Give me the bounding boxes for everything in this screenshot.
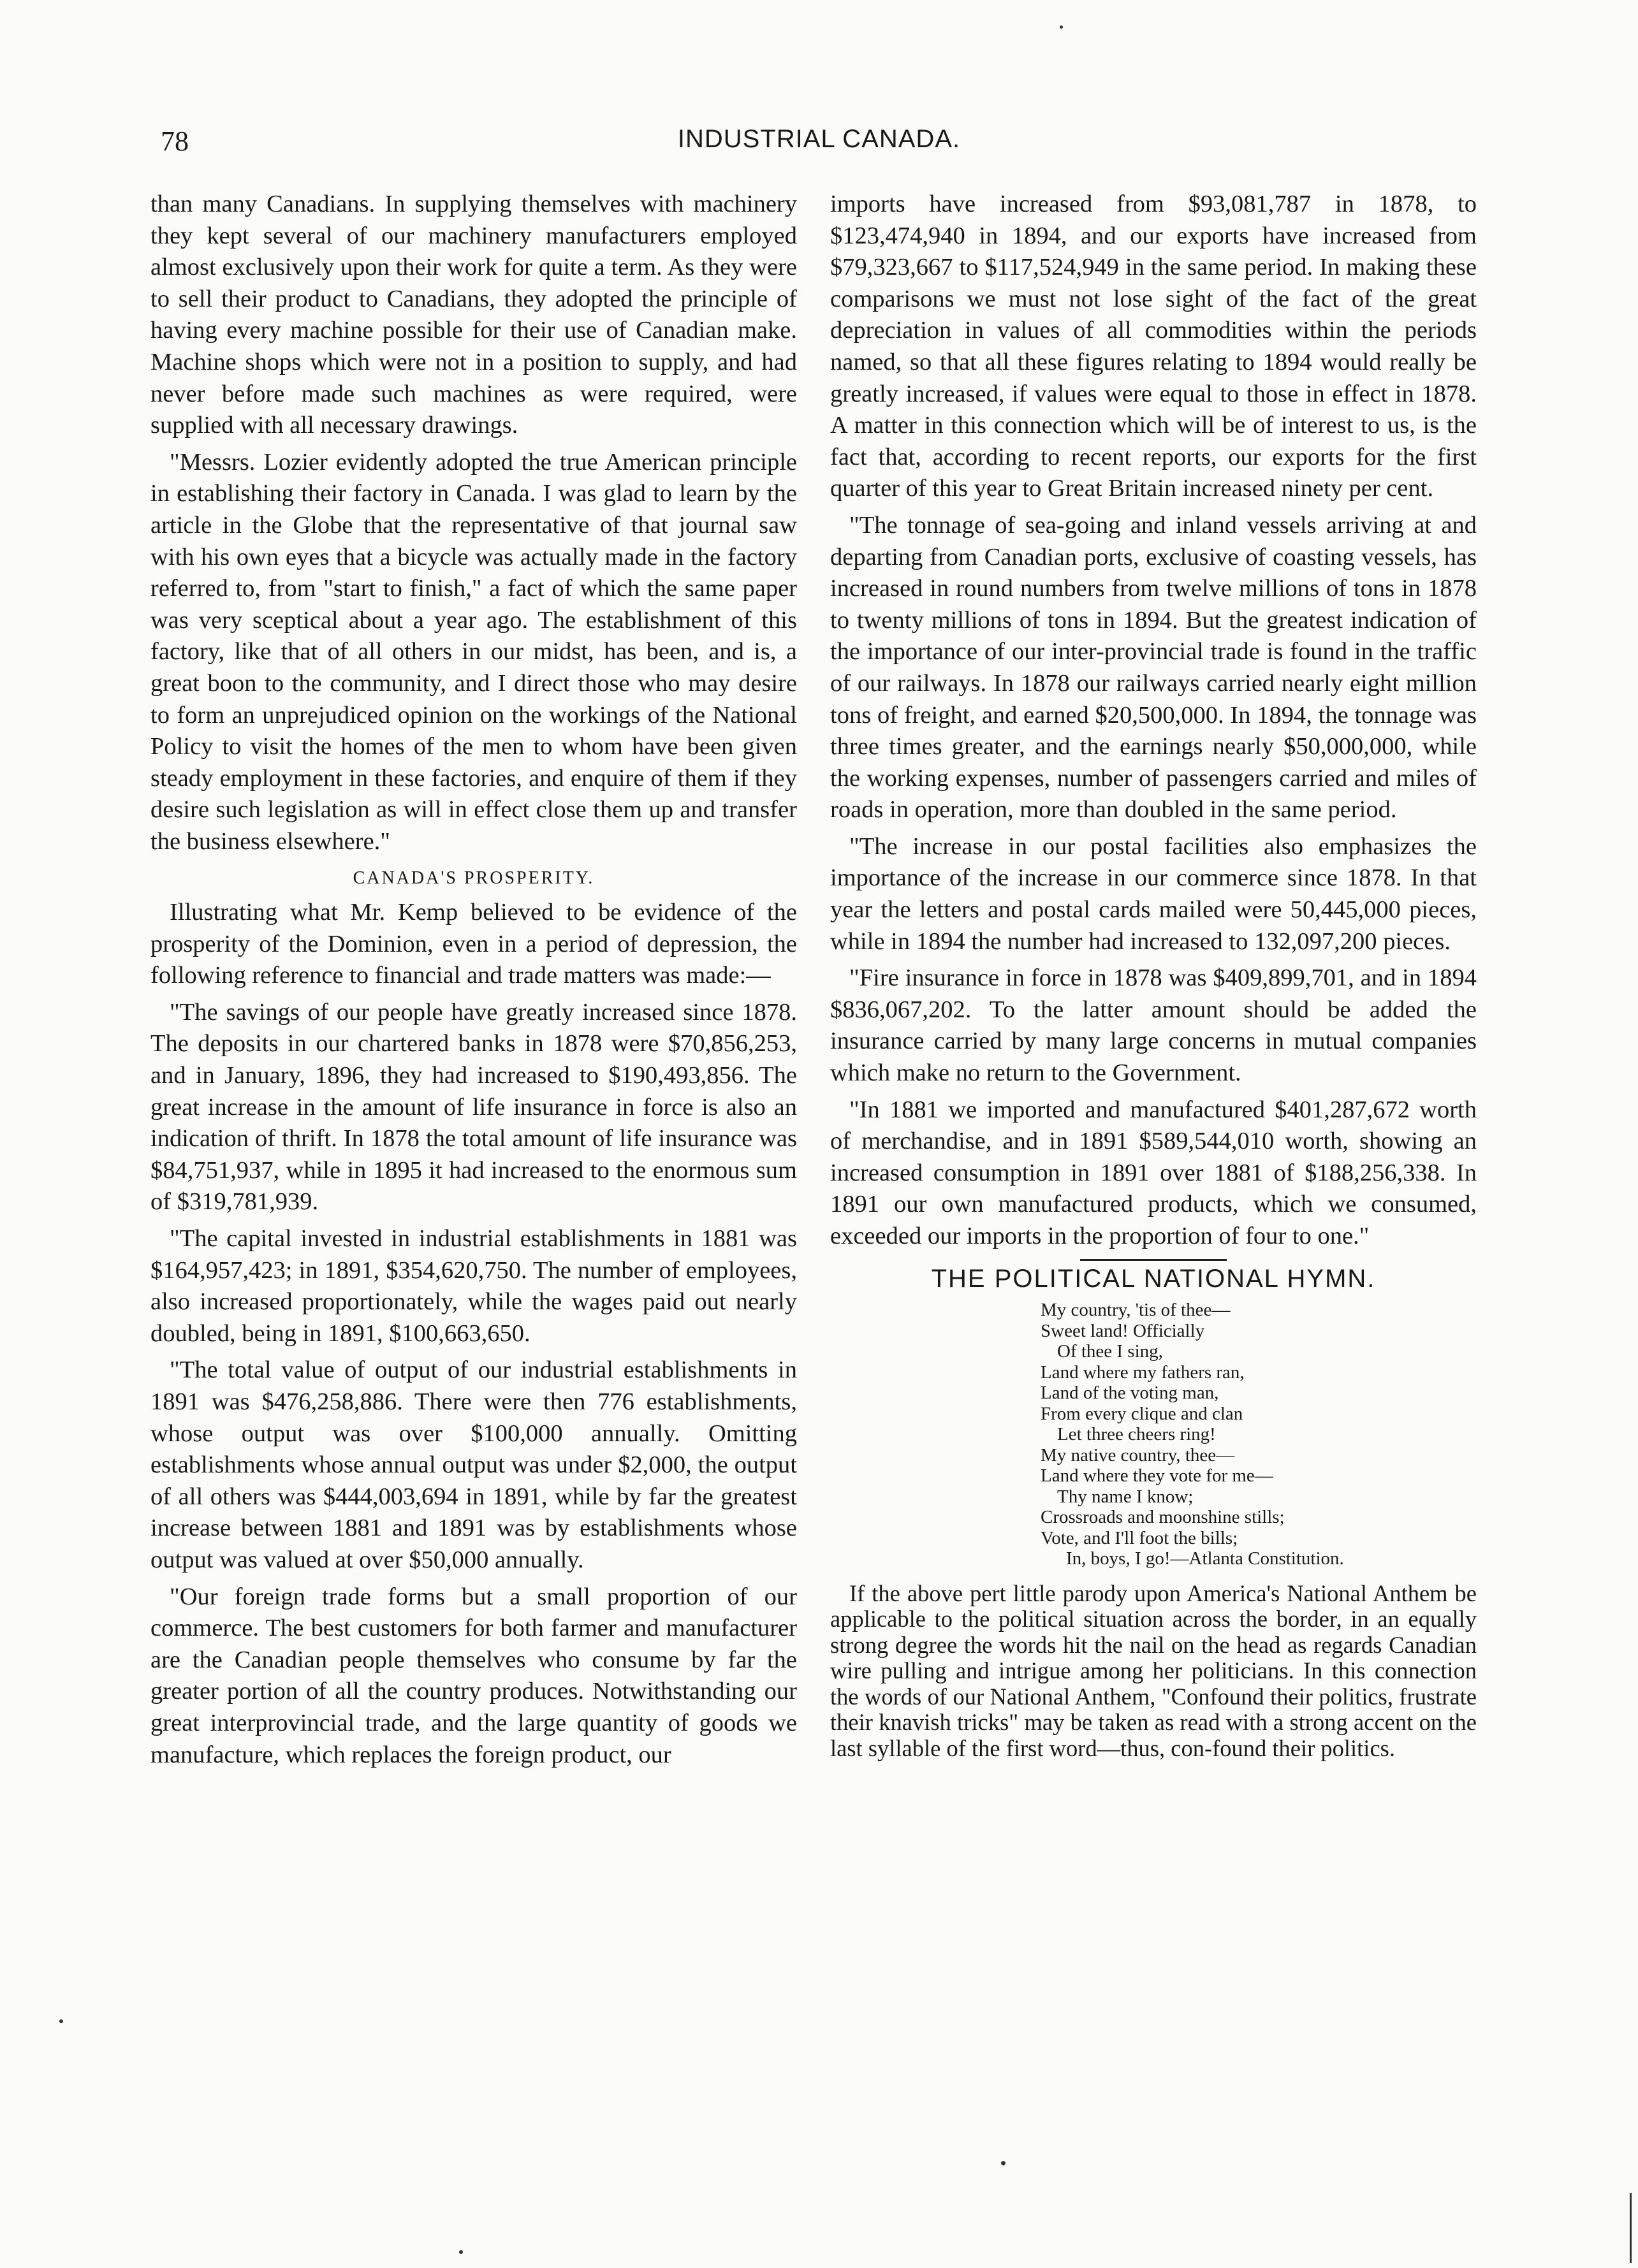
- poem-title: THE POLITICAL NATIONAL HYMN.: [931, 1264, 1376, 1293]
- poem-line: In, boys, I go!—Atlanta Constitution.: [1066, 1548, 1344, 1569]
- right-column: [830, 189, 1477, 1766]
- poem-line: My country, 'tis of thee—: [1041, 1300, 1231, 1321]
- right-paragraph-5: "In 1881 we imported and manufactured $401,287,672 worth of merchandise, and in 1891 $589,544,010 worth, showing an increased consumption in 1891 over 1881 of $188,256,338. In 1891 our own manufactured products, which we consumed, exceeded our imports in the proportion of four to one.": [830, 1096, 1477, 1249]
- left-column: [150, 189, 797, 1776]
- scan-speck: [1060, 25, 1063, 29]
- left-paragraph-1: than many Canadians. In supplying themselves with machinery they kept several of our machinery manufacturers employed almost exclusively upon their work for quite a term. As they were to sell their product to Canadians, they adopted the principle of having every machine possible for their use of Canadian make. Machine shops which were not in a position to supply, and had never before made such machines as were required, were supplied with all necessary drawings.: [150, 191, 797, 439]
- right-paragraph-1: imports have increased from $93,081,787 in 1878, to $123,474,940 in 1894, and our exports have increased from $79,323,667 to $117,524,949 in the same period. In making these comparisons we must not lose sight of the fact of the great depreciation in values of all commodities within the periods named, so that all these figures relating to 1894 would really be greatly increased, if values were equal to those in effect in 1878. A matter in this connection which will be of interest to us, is the fact that, according to recent reports, our exports for the first quarter of this year to Great Britain increased ninety per cent.: [830, 191, 1477, 502]
- left-paragraph-7: "Our foreign trade forms but a small proportion of our commerce. The best customers for both farmer and manufacturer are the Canadian people themselves who consume by far the greater portion of all the country produces. Notwithstanding our great interprovincial trade, and the large quantity of goods we manufacture, which replaces the foreign product, our: [150, 1583, 797, 1768]
- right-paragraph-2: "The tonnage of sea-going and inland vessels arriving at and departing from Canadian ports, exclusive of coasting vessels, has increased in round numbers from twelve millions of tons in 1878 to twenty millions of tons in 1894. But the greatest indication of the importance of our inter-provincial trade is found in the traffic of our railways. In 1878 our railways carried nearly eight million tons of freight, and earned $20,500,000. In 1894, the tonnage was three times greater, and the earnings nearly $50,000,000, while the working expenses, number of passengers carried and miles of roads in operation, more than doubled in the same period.: [830, 511, 1477, 824]
- poem-line: Sweet land! Officially: [1041, 1320, 1205, 1341]
- poem-line: Of thee I sing,: [1057, 1341, 1163, 1362]
- left-paragraph-6: "The total value of output of our industrial establishments in 1891 was $476,258,886. There were then 776 establishments, whose output was over $100,000 annually. Omitting establishments whose annual output was under $2,000, the output of all others was $444,003,694 in 1891, while by far the greatest increase between 1881 and 1891 was by establishments whose output was valued at over $50,000 annually.: [150, 1356, 797, 1573]
- poem-line: Thy name I know;: [1057, 1486, 1194, 1507]
- right-paragraph-4: "Fire insurance in force in 1878 was $409,899,701, and in 1894 $836,067,202. To the latter amount should be added the insurance carried by many large concerns in mutual companies which make no return to the Government.: [830, 964, 1477, 1087]
- left-paragraph-3: Illustrating what Mr. Kemp believed to be evidence of the prosperity of the Dominion, even in a period of depression, the following reference to financial and trade matters was made:—: [150, 899, 797, 989]
- right-paragraph-3: "The increase in our postal facilities also emphasizes the importance of the increase in our commerce since 1878. In that year the letters and postal cards mailed were 50,445,000 pieces, while in 1894 the number had increased to 132,097,200 pieces.: [830, 832, 1477, 955]
- scan-speck: [459, 2250, 463, 2254]
- scan-edge-line: [1630, 2193, 1632, 2263]
- left-paragraph-5: "The capital invested in industrial establishments in 1881 was $164,957,423; in 1891, $354,620,750. The number of employees, also increased proportionately, while the wages paid out nearly doubled, being in 1891, $100,663,650.: [150, 1225, 797, 1347]
- poem-line: Crossroads and moonshine stills;: [1041, 1507, 1285, 1528]
- poem-line: Let three cheers ring!: [1057, 1424, 1216, 1445]
- poem-line: Land of the voting man,: [1041, 1383, 1219, 1404]
- running-head: INDUSTRIAL CANADA.: [677, 125, 961, 153]
- poem-line: My native country, thee—: [1041, 1444, 1235, 1465]
- right-paragraph-6: If the above pert little parody upon America's National Anthem be applicable to the political situation across the border, in an equally strong degree the words hit the nail on the head as regards Canadian wire pulling and intrigue among her politicians. In this connection the words of our National Anthem, "Confound their politics, frustrate their knavish tricks" may be taken as read with a strong accent on the last syllable of the first word—thus, con-found their politics.: [830, 1580, 1477, 1761]
- page-number: 78: [161, 126, 189, 157]
- poem-line: Land where my fathers ran,: [1041, 1362, 1245, 1383]
- left-paragraph-2: "Messrs. Lozier evidently adopted the true American principle in establishing their factory in Canada. I was glad to learn by the article in the Globe that the representative of that journal saw with his own eyes that a bicycle was actually made in the factory referred to, from "start to finish," a fact of which the same paper was very sceptical about a year ago. The establishment of this factory, like that of all others in our midst, has been, and is, a great boon to the community, and I direct those who may desire to form an unprejudiced opinion on the workings of the National Policy to visit the homes of the men to whom have been given steady employment in these factories, and enquire of them if they desire such legislation as will in effect close them up and transfer the business elsewhere.": [150, 448, 797, 855]
- poem-line: Vote, and I'll foot the bills;: [1041, 1527, 1238, 1548]
- section-heading: CANADA'S PROSPERITY.: [353, 868, 595, 889]
- scan-speck: [59, 2019, 63, 2023]
- poem-line: From every clique and clan: [1041, 1403, 1243, 1424]
- poem-line: Land where they vote for me—: [1041, 1465, 1273, 1487]
- scan-speck: [1001, 2161, 1005, 2165]
- left-paragraph-4: "The savings of our people have greatly increased since 1878. The deposits in our chartered banks in 1878 were $70,856,253, and in January, 1896, they had increased to $190,493,856. The great increase in the amount of life insurance in force is also an indication of thrift. In 1878 the total amount of life insurance was $84,751,937, while in 1895 it had increased to the enormous sum of $319,781,939.: [150, 998, 797, 1216]
- poem: [1041, 1300, 1477, 1569]
- divider-rule: [1080, 1259, 1227, 1261]
